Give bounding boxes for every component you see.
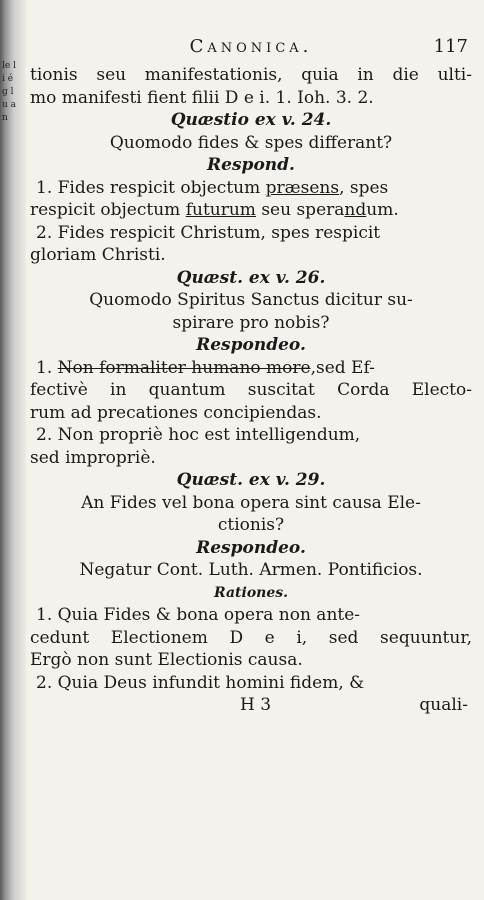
text-line: tionis seu manifestationis, quia in die ulti- (30, 65, 472, 85)
text-line: 2. Non propriè hoc est intelligendum, (36, 425, 361, 445)
page-number: 117 (433, 36, 468, 57)
text-line: 2. Fides respicit Christum, spes respicit (36, 222, 381, 243)
text-line: Ergò non sunt Electionis causa. (30, 650, 303, 670)
page-footer (30, 694, 472, 718)
catchword: quali- (419, 695, 468, 715)
question-text: Quomodo fides & spes differant? (109, 132, 393, 153)
response-heading: Respond. (207, 155, 295, 175)
text-line: fectivè in quantum suscitat Corda Electo- (30, 380, 472, 400)
underlined-word: futurum (185, 200, 256, 220)
running-header (30, 36, 472, 62)
response-heading: Respondeo. (196, 537, 306, 558)
underlined-word: nd (344, 200, 367, 220)
text-line: 2. Quia Deus infundit homini fidem, & (36, 672, 365, 693)
signature-mark: H 3 (240, 695, 272, 715)
book-page (30, 36, 472, 718)
text-line: respicit objectum futurum seu sperandum. (30, 200, 399, 220)
text-line: 1. Quia Fides & bona opera non ante- (36, 605, 361, 625)
response-heading: Respondeo. (196, 335, 306, 355)
binding-gutter (0, 0, 26, 900)
text-line: rum ad precationes concipiendas. (30, 402, 322, 423)
question-text: Quomodo Spiritus Sanctus dicitur su- (89, 290, 413, 310)
question-text: spirare pro nobis? (172, 312, 330, 333)
text-line: cedunt Electionem D e i, sed sequuntur, (30, 627, 472, 648)
text-line: gloriam Christi. (30, 245, 166, 265)
rationes-heading: Rationes. (214, 584, 288, 601)
question-text: ctionis? (217, 515, 285, 535)
question-text: An Fides vel bona opera sint causa Ele- (81, 492, 421, 513)
question-heading: Quæstio ex v. 24. (170, 110, 332, 130)
question-heading: Quæst. ex v. 26. (176, 267, 326, 288)
struck-phrase: Non formaliter humano more (57, 357, 311, 378)
margin-fragment: le li é g l u a n (2, 61, 17, 123)
underlined-word: præsens (265, 177, 340, 198)
text-line: 1. Fides respicit objectum præsens, spes (36, 177, 389, 198)
text-line: Negatur Cont. Luth. Armen. Pontificios. (79, 560, 423, 580)
text-line: sed impropriè. (30, 447, 156, 468)
text-line: 1. Non formaliter humano more,sed Ef- (36, 357, 375, 378)
question-heading: Quæst. ex v. 29. (176, 470, 326, 490)
text-line: mo manifesti fient filii D e i. 1. Ioh. 3. 2. (30, 87, 374, 108)
running-title: Canonica. (189, 36, 313, 57)
